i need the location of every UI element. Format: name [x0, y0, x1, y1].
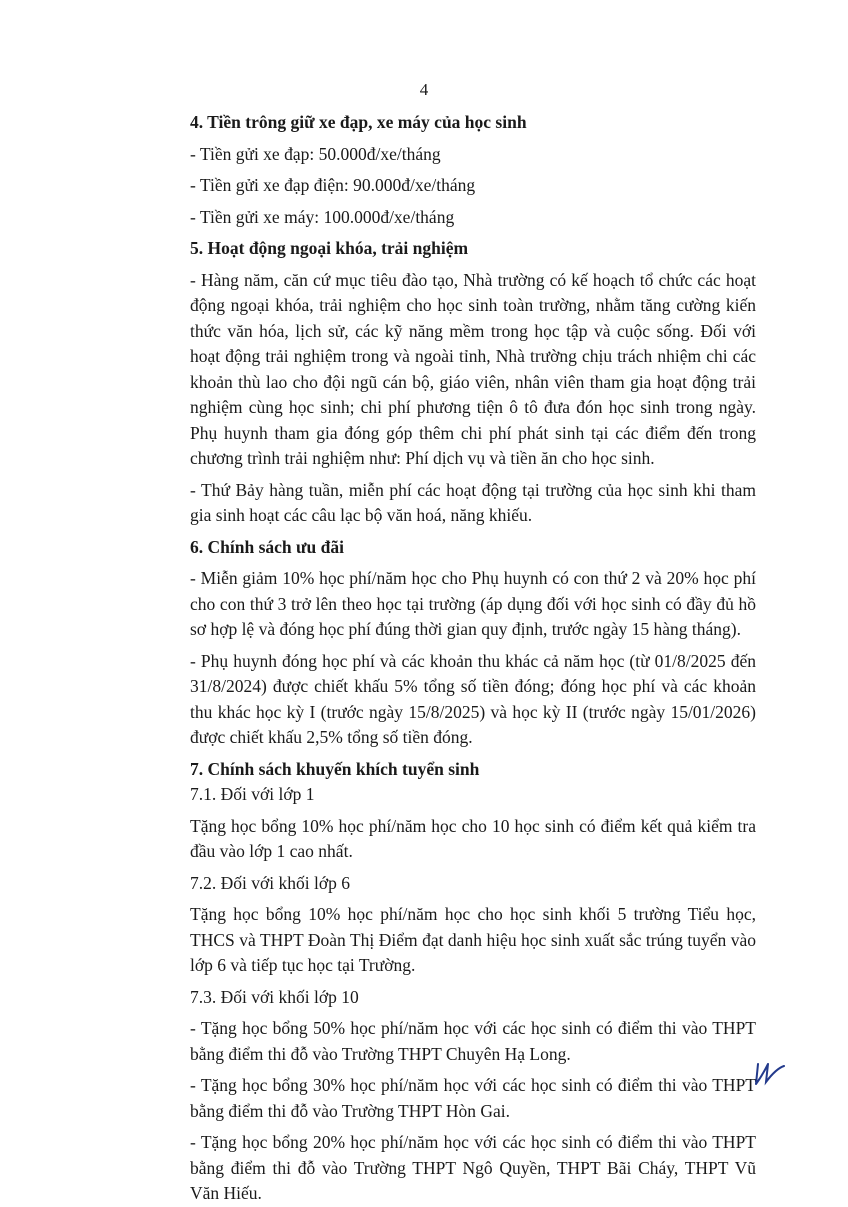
subsection-7-3-title: 7.3. Đối với khối lớp 10: [190, 986, 359, 1007]
subsection-7-1-paragraph: Tặng học bổng 10% học phí/năm học cho 10 học sinh có điểm kết quả kiểm tra đầu vào lớp 1 cao nhất.: [190, 815, 756, 861]
section-5-paragraph-2: - Thứ Bảy hàng tuần, miễn phí các hoạt động tại trường của học sinh khi tham gia sinh hoạt các câu lạc bộ văn hoá, năng khiếu.: [190, 479, 756, 525]
handwritten-initials: [752, 1058, 788, 1088]
subsection-7-3-paragraph-2: - Tặng học bổng 30% học phí/năm học với các học sinh có điểm thi vào THPT bằng điểm thi đỗ vào Trường THPT Hòn Gai.: [190, 1075, 756, 1121]
fee-item-bicycle: - Tiền gửi xe đạp: 50.000đ/xe/tháng: [190, 143, 441, 164]
subsection-7-2-title: 7.2. Đối với khối lớp 6: [190, 872, 350, 893]
document-body: [190, 106, 756, 1207]
section-7-heading: 7. Chính sách khuyến khích tuyển sinh: [190, 758, 480, 779]
subsection-7-3-paragraph-3: - Tặng học bổng 20% học phí/năm học với các học sinh có điểm thi vào THPT bằng điểm thi đỗ vào Trường THPT Ngô Quyền, THPT Bãi Cháy, THPT Vũ Văn Hiếu.: [190, 1132, 756, 1203]
section-4-heading: 4. Tiền trông giữ xe đạp, xe máy của học sinh: [190, 112, 527, 132]
subsection-7-1-title: 7.1. Đối với lớp 1: [190, 784, 315, 804]
section-6-heading: 6. Chính sách ưu đãi: [190, 536, 344, 557]
section-5-paragraph-1: - Hàng năm, căn cứ mục tiêu đào tạo, Nhà trường có kế hoạch tổ chức các hoạt động ngoại khóa, trải nghiệm cho học sinh toàn trường, nhằm tăng cường kiến thức văn hóa, lịch sử, các kỹ năng mềm trong học tập và cuộc sống. Đối với hoạt động trải nghiệm trong và ngoài tỉnh, Nhà trường chịu trách nhiệm chi các khoản thù lao cho đội ngũ cán bộ, giáo viên, nhân viên tham gia hoạt động trải nghiệm cùng học sinh; chi phí phương tiện ô tô đưa đón học sinh trong ngày. Phụ huynh tham gia đóng góp thêm chi phí phát sinh tại các điểm đến trong chương trình trải nghiệm như: Phí dịch vụ và tiền ăn cho học sinh.: [190, 269, 756, 468]
section-6-paragraph-1: - Miễn giảm 10% học phí/năm học cho Phụ huynh có con thứ 2 và 20% học phí cho con thứ 3 trở lên theo học tại trường (áp dụng đối với học sinh có đầy đủ hồ sơ hợp lệ và đóng học phí đúng thời gian quy định, trước ngày 15 hàng tháng).: [190, 568, 756, 639]
section-6-paragraph-2: - Phụ huynh đóng học phí và các khoản thu khác cả năm học (từ 01/8/2025 đến 31/8/2024) được chiết khấu 5% tổng số tiền đóng; đóng học phí và các khoản thu khác học kỳ I (trước ngày 15/8/2025) và học kỳ II (trước ngày 15/01/2026) được chiết khấu 2,5% tổng số tiền đóng.: [190, 650, 756, 747]
subsection-7-2-paragraph: Tặng học bổng 10% học phí/năm học cho học sinh khối 5 trường Tiểu học, THCS và THPT Đoàn Thị Điểm đạt danh hiệu học sinh xuất sắc trúng tuyển vào lớp 6 và tiếp tục học tại Trường.: [190, 904, 756, 975]
fee-item-ebike: - Tiền gửi xe đạp điện: 90.000đ/xe/tháng: [190, 175, 476, 195]
section-5-heading: 5. Hoạt động ngoại khóa, trải nghiệm: [190, 238, 469, 258]
subsection-7-3-paragraph-1: - Tặng học bổng 50% học phí/năm học với các học sinh có điểm thi vào THPT bằng điểm thi đỗ vào Trường THPT Chuyên Hạ Long.: [190, 1018, 756, 1064]
page-number: 4: [419, 80, 429, 99]
fee-item-motorbike: - Tiền gửi xe máy: 100.000đ/xe/tháng: [190, 206, 455, 227]
